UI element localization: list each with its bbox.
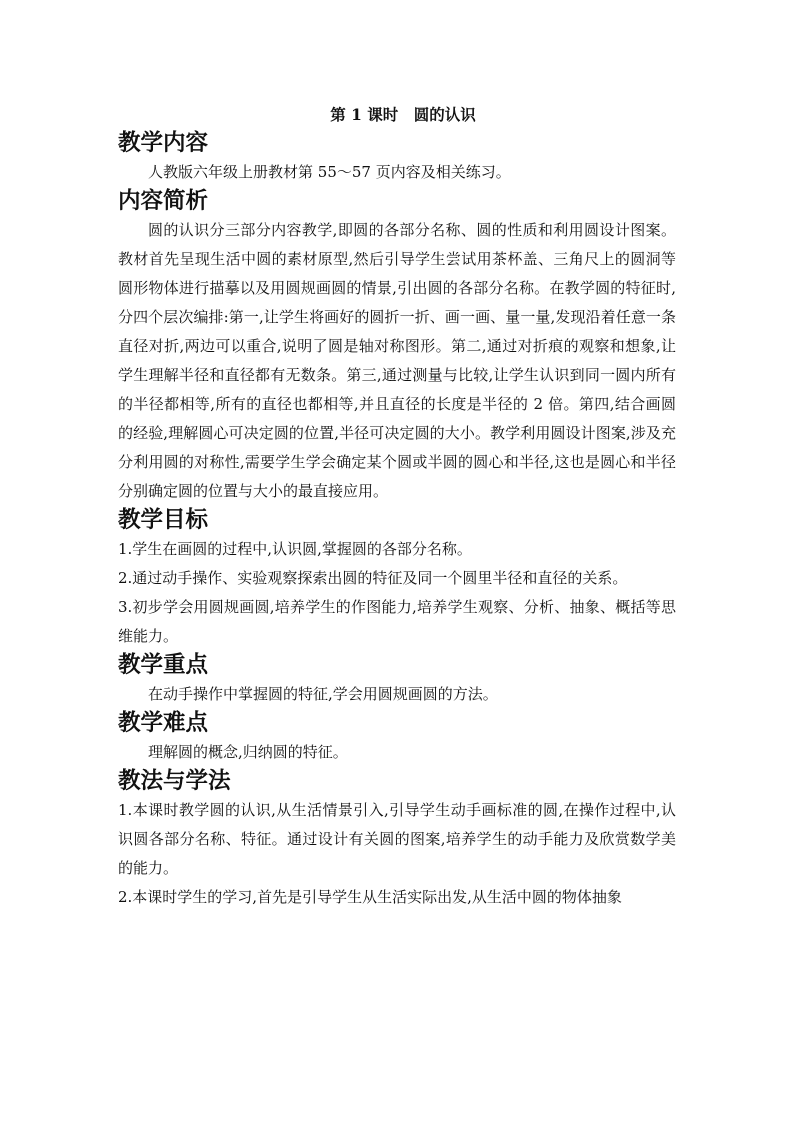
section-paragraph: 圆的认识分三部分内容教学,即圆的各部分名称、圆的性质和利用圆设计图案。 教材首先呈现生活中圆的素材原型,然后引导学生尝试用茶杯盖、三角尺上的圆洞等圆形物体进行描摹以及用圆规画圆的情景,引出圆的各部分名称。在教学圆的特征时,分四个层次编排:第一,让学生将画好的圆折一折、画一画、量一量,发现沿着任意一条直径对折,两边可以重合,说明了圆是轴对称图形。第二,通过对折痕的观察和想象,让学生理解半径和直径都有无数条。第三,通过测量与比较,让学生认识到同一圆内所有的半径都相等,所有的直径也都相等,并且直径的长度是半径的 2 倍。第四,结合画圆的经验,理解圆心可决定圆的位置,半径可决定圆的大小。教学利用圆设计图案,涉及充分利用圆的对称性,需要学生学会确定某个圆或半圆的圆心和半径,这也是圆心和半径分别确定圆的位置与大小的最直接应用。 [118, 221, 676, 500]
section-heading: 教学目标 [118, 507, 209, 533]
section-teaching-content [118, 129, 676, 187]
document-title: 第 1 课时 圆的认识 [330, 105, 476, 124]
section-heading: 教学内容 [118, 130, 209, 156]
list-item: 1.本课时教学圆的认识,从生活情景引入,引导学生动手画标准的圆,在操作过程中,认识圆各部分名称、特征。通过设计有关圆的图案,培养学生的动手能力及欣赏数学美的能力。 [118, 801, 676, 877]
section-heading: 教法与学法 [118, 768, 231, 794]
section-methods [118, 767, 676, 912]
section-paragraph: 人教版六年级上册教材第 55～57 页内容及相关练习。 [148, 163, 511, 181]
section-content-analysis [118, 187, 676, 506]
document-page [118, 100, 676, 912]
list-item: 2.通过动手操作、实验观察探索出圆的特征及同一个圆里半径和直径的关系。 [118, 569, 628, 587]
section-paragraph: 理解圆的概念,归纳圆的特征。 [148, 743, 348, 761]
list-item: 3.初步学会用圆规画圆,培养学生的作图能力,培养学生观察、分析、抽象、概括等思维能力。 [118, 598, 676, 645]
section-heading: 教学难点 [118, 710, 209, 736]
section-teaching-difficulty [118, 709, 676, 767]
section-teaching-goals [118, 506, 676, 651]
section-paragraph: 在动手操作中掌握圆的特征,学会用圆规画圆的方法。 [148, 685, 498, 703]
section-teaching-focus [118, 651, 676, 709]
section-heading: 内容简析 [118, 188, 209, 214]
list-item: 1.学生在画圆的过程中,认识圆,掌握圆的各部分名称。 [118, 540, 472, 558]
list-item: 2.本课时学生的学习,首先是引导学生从生活实际出发,从生活中圆的物体抽象 [118, 888, 622, 906]
section-heading: 教学重点 [118, 652, 209, 678]
